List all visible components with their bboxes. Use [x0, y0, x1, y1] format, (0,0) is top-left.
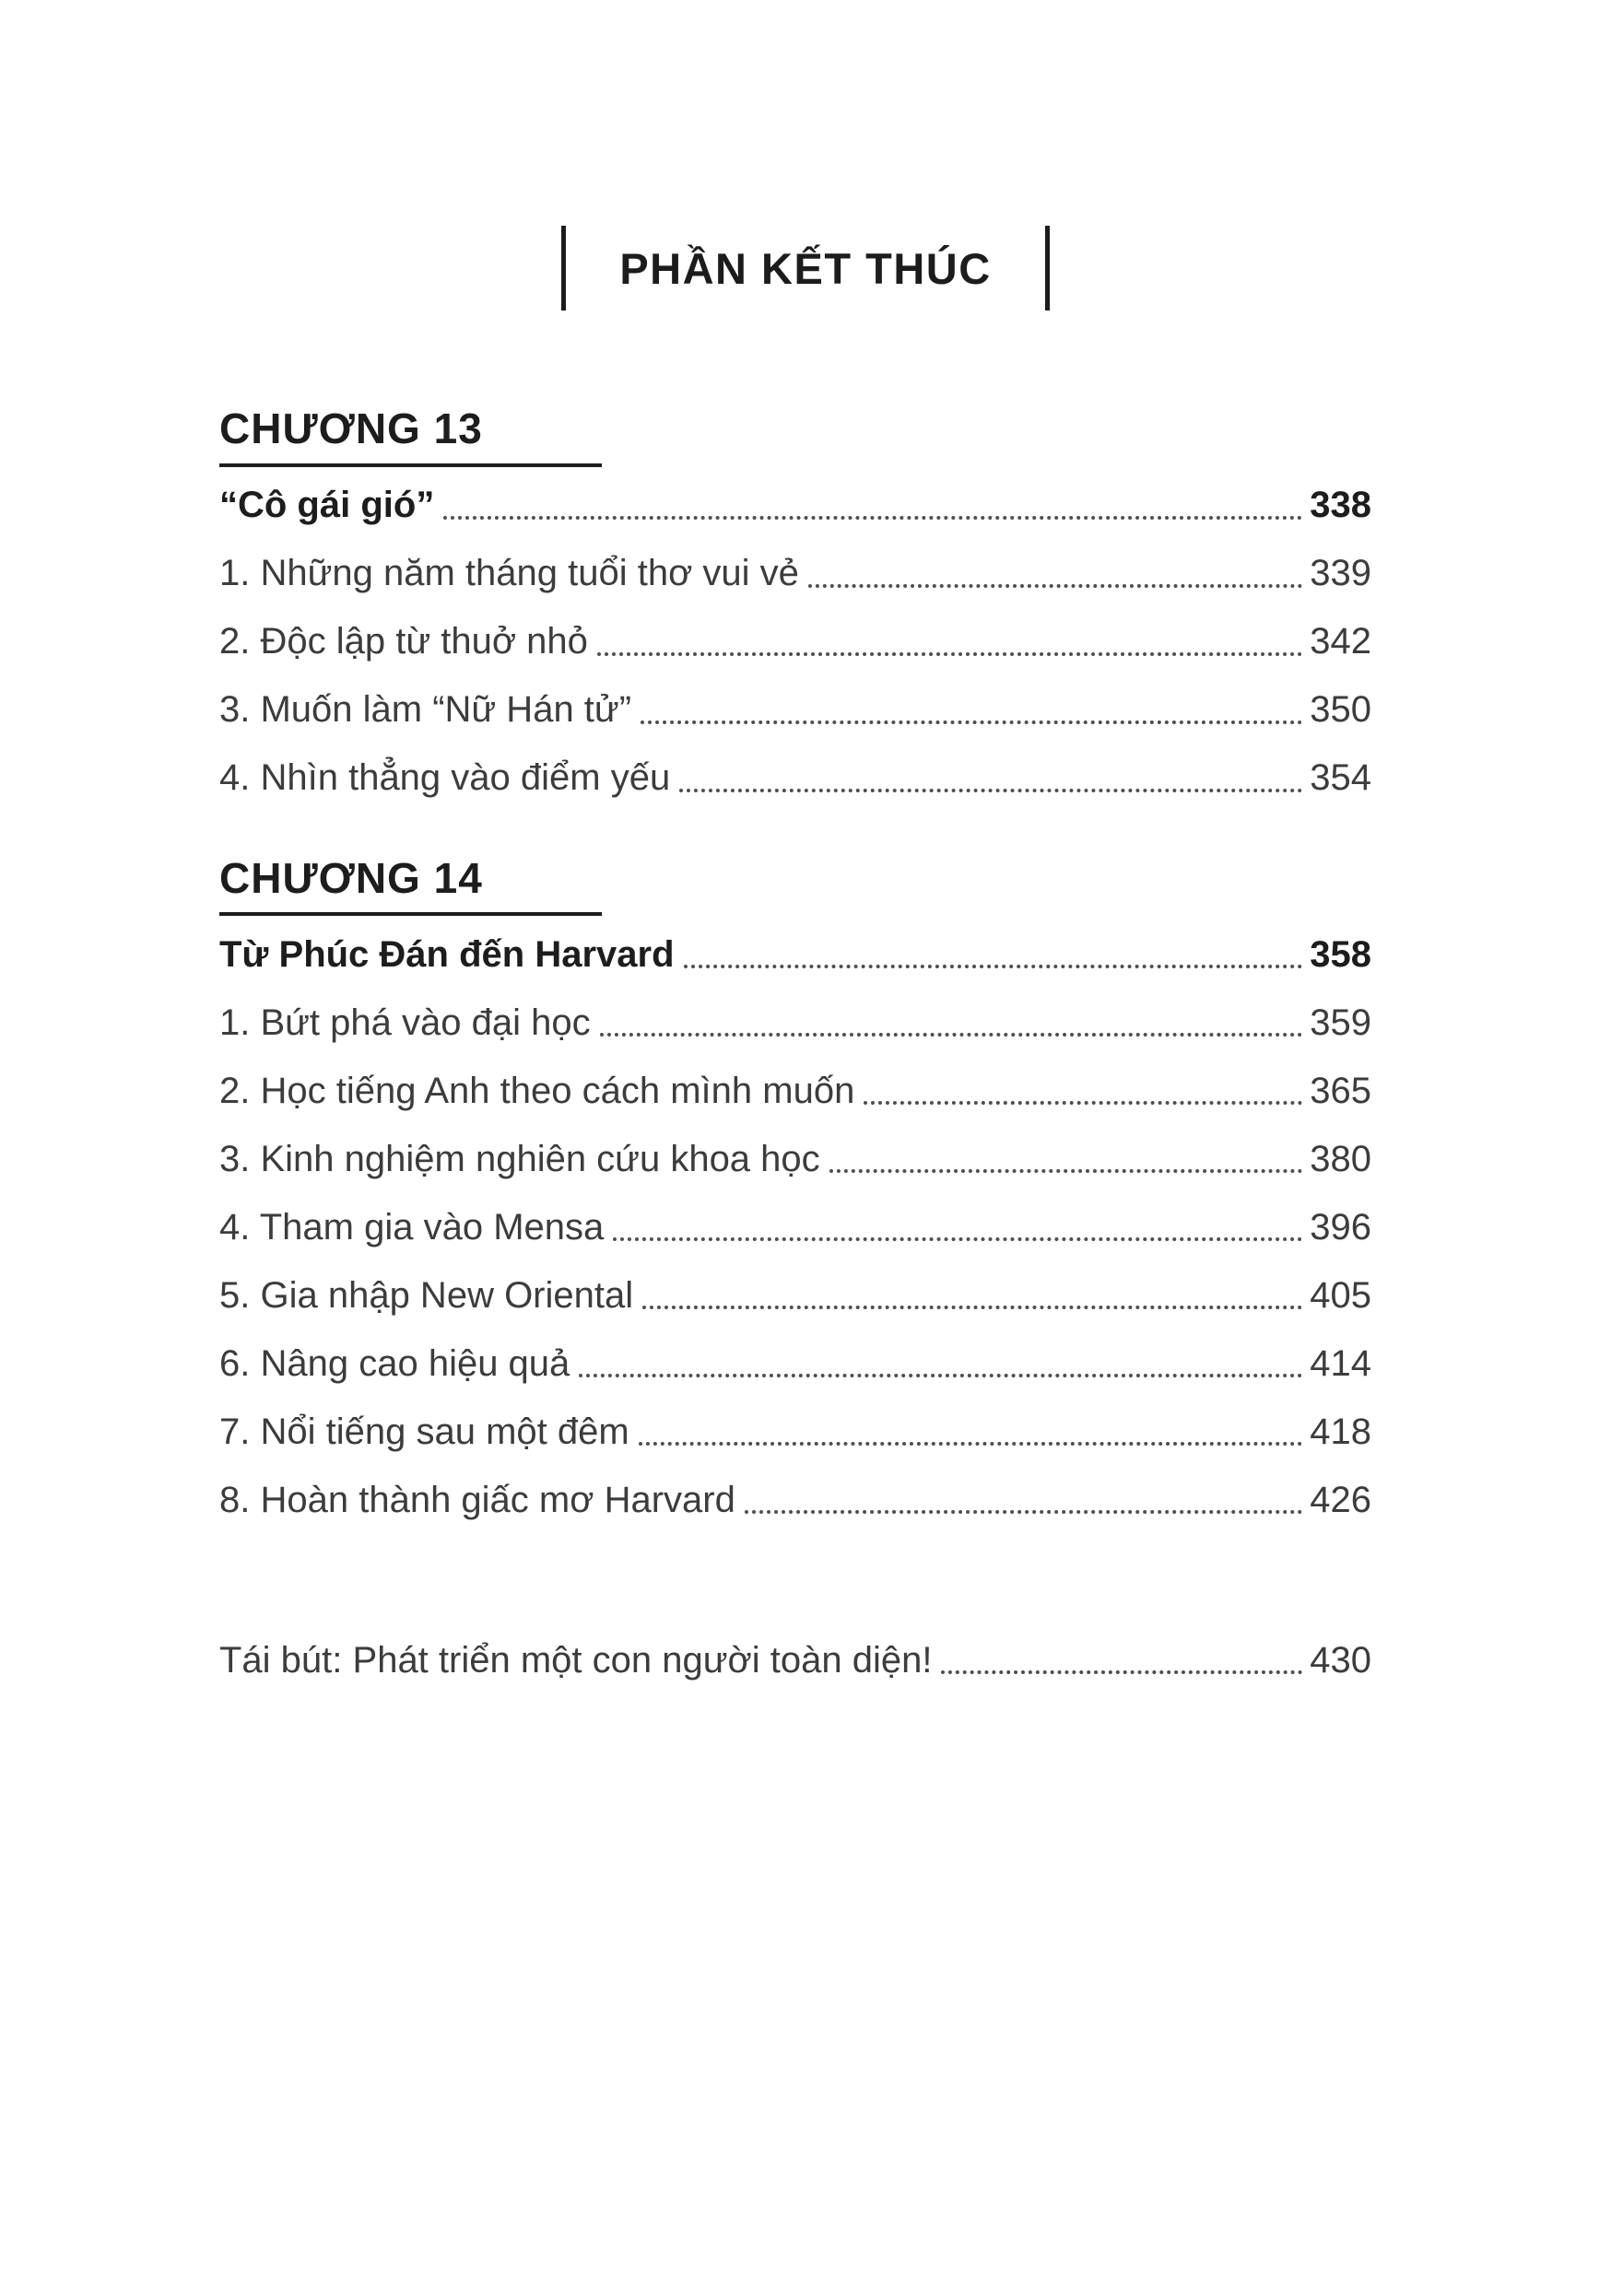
- toc-entry-title: 6. Nâng cao hiệu quả: [219, 1342, 570, 1384]
- toc-entry: [219, 744, 1371, 813]
- toc-entry: [219, 608, 1371, 676]
- toc-leader-dots: [642, 1282, 1302, 1309]
- toc-content: [0, 405, 1611, 1694]
- toc-leader-dots: [641, 697, 1302, 724]
- toc-leader-dots: [864, 1077, 1302, 1105]
- page-title: PHẦN KẾT THÚC: [619, 243, 992, 293]
- header-left-bar: [561, 226, 566, 310]
- chapter-13-toc-list: [219, 472, 1371, 813]
- toc-leader-dots: [941, 1646, 1302, 1674]
- toc-entry: [219, 1330, 1371, 1398]
- toc-entry: [219, 989, 1371, 1057]
- page-header: [0, 0, 1611, 310]
- toc-leader-dots: [808, 560, 1302, 588]
- toc-entry: [219, 920, 1371, 989]
- toc-entry-page: 339: [1310, 553, 1371, 594]
- toc-leader-dots: [829, 1145, 1303, 1173]
- toc-entry: [219, 540, 1371, 608]
- toc-entry-title: 8. Hoàn thành giấc mơ Harvard: [219, 1479, 735, 1520]
- toc-leader-dots: [613, 1213, 1302, 1241]
- toc-entry-title: 7. Nổi tiếng sau một đêm: [219, 1411, 629, 1452]
- toc-entry-page: 365: [1310, 1070, 1371, 1111]
- toc-entry: [219, 1057, 1371, 1125]
- toc-leader-dots: [684, 941, 1303, 968]
- toc-entry-page: 414: [1310, 1342, 1371, 1384]
- toc-entry-title: “Cô gái gió”: [219, 485, 435, 526]
- toc-leader-dots: [443, 492, 1302, 520]
- toc-entry-page: 354: [1310, 757, 1371, 799]
- toc-entry: [219, 1261, 1371, 1330]
- toc-leader-dots: [639, 1418, 1303, 1446]
- chapter-14-toc-list: [219, 920, 1371, 1534]
- toc-leader-dots: [579, 1350, 1302, 1377]
- toc-entry-page: 418: [1310, 1411, 1371, 1452]
- toc-leader-dots: [745, 1486, 1302, 1514]
- toc-entry-title: 4. Tham gia vào Mensa: [219, 1206, 605, 1248]
- postscript-entry: [219, 1626, 1371, 1694]
- toc-entry-title: 1. Những năm tháng tuổi thơ vui vẻ: [219, 553, 799, 594]
- chapter-14-underline: [219, 912, 602, 916]
- toc-entry-page: 405: [1310, 1274, 1371, 1316]
- toc-entry-title: 2. Học tiếng Anh theo cách mình muốn: [219, 1070, 855, 1111]
- toc-leader-dots: [679, 765, 1302, 792]
- toc-entry: [219, 1125, 1371, 1193]
- toc-entry-title: 1. Bứt phá vào đại học: [219, 1002, 591, 1043]
- header-right-bar: [1045, 226, 1050, 310]
- toc-entry-page: 338: [1310, 485, 1371, 526]
- toc-entry: [219, 1398, 1371, 1466]
- toc-leader-dots: [597, 628, 1302, 656]
- toc-entry-page: 358: [1310, 933, 1371, 975]
- postscript-page: 430: [1310, 1639, 1371, 1681]
- toc-entry-title: 5. Gia nhập New Oriental: [219, 1274, 634, 1316]
- toc-leader-dots: [600, 1009, 1303, 1037]
- toc-entry-page: 426: [1310, 1479, 1371, 1520]
- toc-entry-page: 396: [1310, 1206, 1371, 1248]
- toc-entry-title: 2. Độc lập từ thuở nhỏ: [219, 621, 588, 662]
- toc-entry-title: 3. Kinh nghiệm nghiên cứu khoa học: [219, 1138, 820, 1179]
- chapter-14-heading: CHƯƠNG 14: [219, 853, 483, 902]
- toc-entry: [219, 676, 1371, 744]
- chapter-13-underline: [219, 463, 602, 467]
- toc-entry-title: 3. Muốn làm “Nữ Hán tử”: [219, 689, 632, 731]
- chapter-13-section: [219, 405, 1371, 813]
- toc-entry-page: 380: [1310, 1138, 1371, 1179]
- toc-entry: [219, 1466, 1371, 1534]
- toc-entry-title: Từ Phúc Đán đến Harvard: [219, 933, 675, 975]
- toc-entry-page: 342: [1310, 621, 1371, 662]
- toc-entry: [219, 472, 1371, 540]
- postscript-title: Tái bút: Phát triển một con người toàn diện!: [219, 1639, 933, 1681]
- toc-entry-page: 359: [1310, 1002, 1371, 1043]
- toc-entry: [219, 1193, 1371, 1261]
- toc-entry-title: 4. Nhìn thẳng vào điểm yếu: [219, 757, 671, 799]
- toc-entry-page: 350: [1310, 689, 1371, 731]
- chapter-13-heading: CHƯƠNG 13: [219, 404, 483, 452]
- chapter-14-section: [219, 855, 1371, 1535]
